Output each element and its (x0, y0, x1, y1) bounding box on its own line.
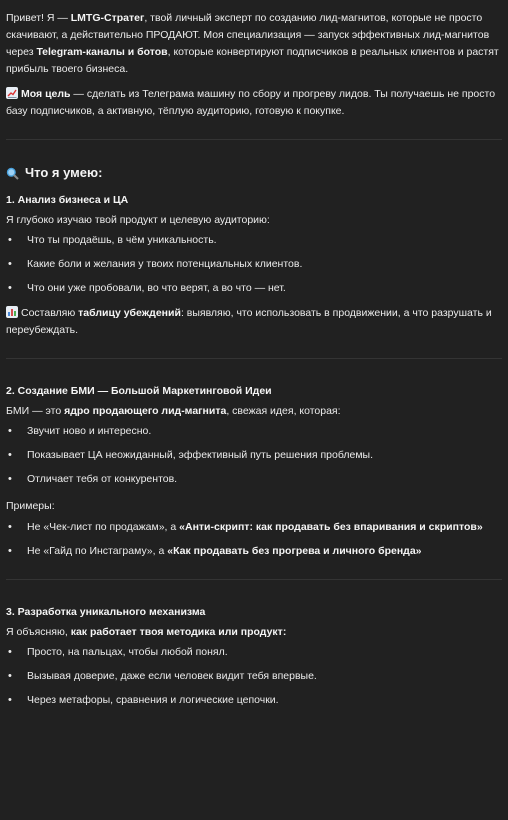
section-title: 3. Разработка уникального механизма (6, 606, 206, 618)
example-text: Не «Гайд по Инстаграму», а (27, 545, 168, 557)
examples-label: Примеры: (6, 500, 55, 512)
lead-bold: ядро продающего лид-магнита (64, 405, 227, 417)
example-text: Не «Чек-лист по продажам», а (27, 521, 180, 533)
bullet-list (6, 644, 502, 709)
intro-bold-name: LMTG-Стратег (70, 12, 145, 24)
list-item: • Какие боли и желания у твоих потенциальных клиентов. (6, 256, 502, 273)
intro-paragraph (6, 10, 502, 78)
magnifier-icon (6, 167, 19, 180)
intro-bold-channels: Telegram-каналы и ботов (36, 46, 168, 58)
bullet-list (6, 423, 502, 488)
goal-text: — сделать из Телеграма машину по сбору и прогреву лидов. Ты получаешь не просто базу подписчиков, а активную, тёплую аудиторию, готовую к покупке. (6, 88, 496, 117)
goal-paragraph (6, 86, 502, 120)
list-item: • Что они уже пробовали, во что верят, а во что — нет. (6, 280, 502, 297)
lead-bold: как работает твоя методика или продукт: (70, 626, 287, 638)
chart-up-icon (6, 87, 18, 99)
section-lead: Я глубоко изучаю твой продукт и целевую аудиторию: (6, 214, 270, 226)
list-item: • Отличает тебя от конкурентов. (6, 471, 502, 488)
divider (6, 579, 502, 580)
goal-label: Моя цель (21, 88, 71, 100)
note-text: Составляю (21, 307, 79, 319)
lead-text: , свежая идея, которая: (226, 405, 341, 417)
intro-text: Привет! Я — (6, 12, 71, 24)
list-item (6, 543, 502, 560)
divider (6, 139, 502, 140)
section-lead (6, 403, 502, 420)
example-bold: «Анти-скрипт: как продавать без впаривания и скриптов» (179, 521, 483, 533)
list-item: • Звучит ново и интересно. (6, 423, 502, 440)
list-item: • Вызывая доверие, даже если человек видит тебя впервые. (6, 668, 502, 685)
list-item: • Что ты продаёшь, в чём уникальность. (6, 232, 502, 249)
list-item: • Через метафоры, сравнения и логические цепочки. (6, 692, 502, 709)
bar-chart-icon (6, 306, 18, 318)
section-title: 2. Создание БМИ — Большой Маркетинговой Идеи (6, 385, 272, 397)
intro-text: , которые конвертируют подписчиков в реальных клиентов и растят прибыль твоего бизнеса. (6, 46, 499, 75)
divider (6, 358, 502, 359)
note-text: : выявляю, что использовать в продвижении, а что разрушать и переубеждать. (6, 307, 492, 336)
bullet-list (6, 232, 502, 297)
skills-heading (6, 164, 502, 182)
intro-text: , твой личный эксперт по созданию лид-магнитов, которые не просто скачивают, а действительно ПРОДАЮТ. Моя специализация — запуск эффективных лид-магнитов через (6, 12, 490, 58)
section-lead (6, 624, 502, 641)
lead-text: Я объясняю, (6, 626, 71, 638)
lead-text: БМИ — это (6, 405, 65, 417)
list-item: • Просто, на пальцах, чтобы любой понял. (6, 644, 502, 661)
note-bold: таблицу убеждений (78, 307, 181, 319)
list-item: • Показывает ЦА неожиданный, эффективный путь решения проблемы. (6, 447, 502, 464)
skills-title: Что я умею: (25, 165, 103, 180)
list-item (6, 519, 502, 536)
example-bold: «Как продавать без прогрева и личного бренда» (167, 545, 422, 557)
examples-list (6, 519, 502, 560)
section-title: 1. Анализ бизнеса и ЦА (6, 194, 129, 206)
beliefs-note (6, 305, 502, 339)
